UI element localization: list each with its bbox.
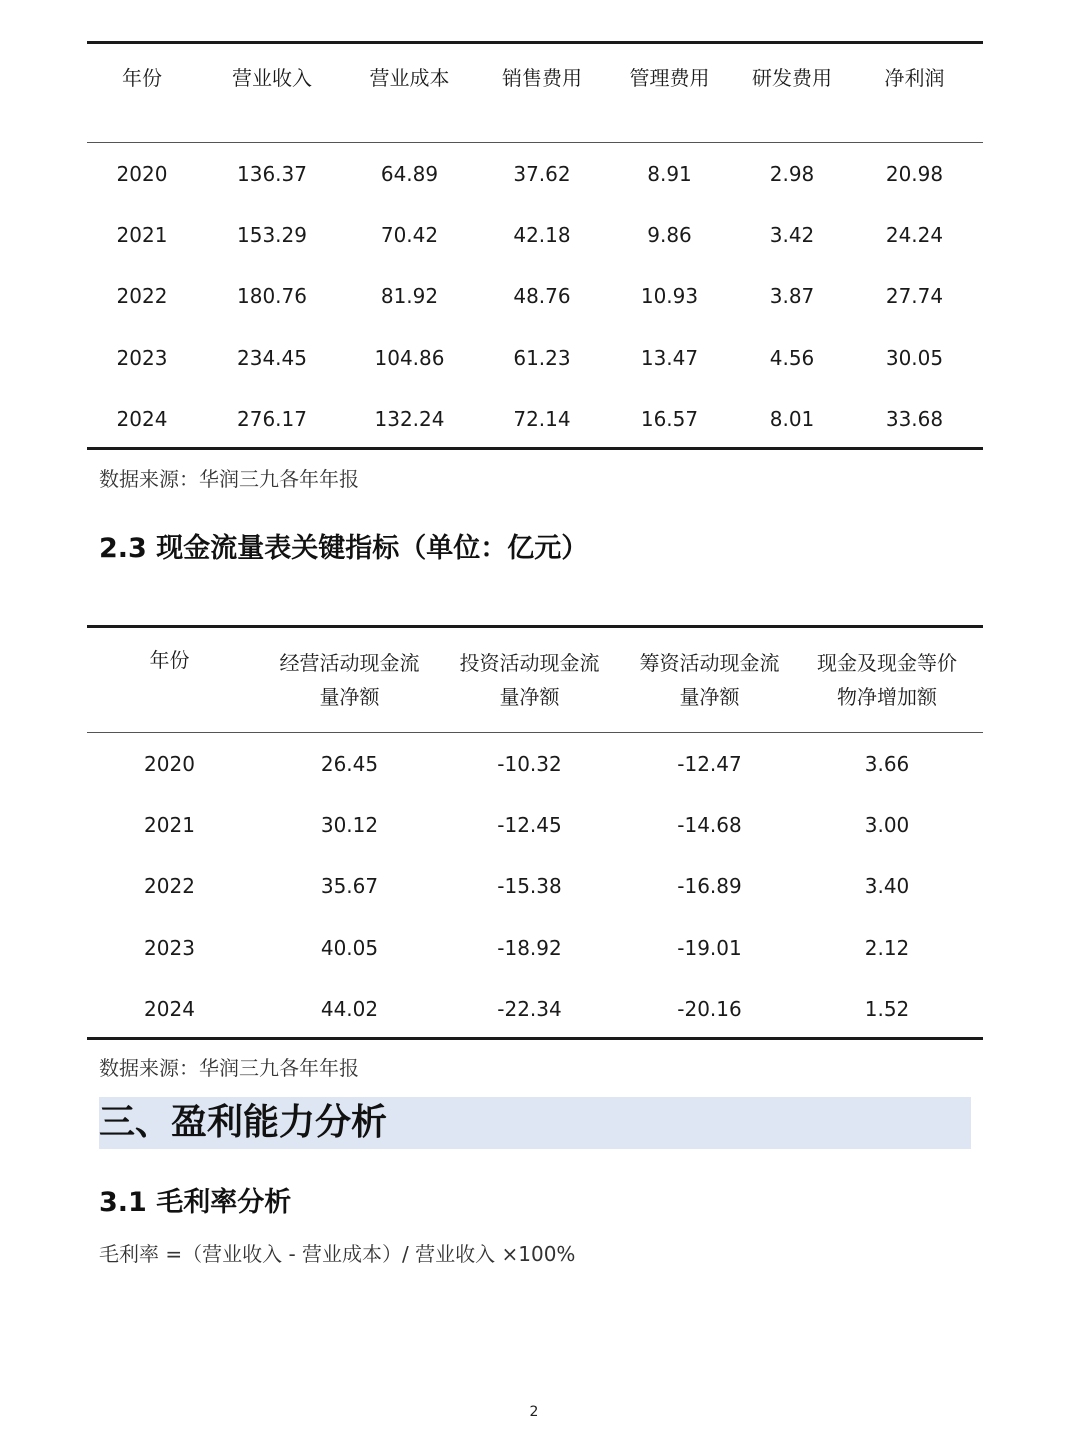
table-cell: 26.45 [320, 751, 379, 776]
table-row [87, 856, 983, 917]
table-cell: -15.38 [497, 874, 562, 899]
section-heading: 2.3 现金流量表关键指标（单位：亿元） [99, 533, 589, 564]
table-row [87, 979, 983, 1040]
header-cell: 管理费用 [629, 66, 710, 90]
table-cell: 8.91 [647, 161, 692, 186]
table-cell: 37.62 [513, 161, 571, 186]
table-cell: 4.56 [769, 345, 815, 370]
data-source-note: 数据来源：华润三九各年年报 [99, 1056, 359, 1080]
table-cell: 3.66 [864, 751, 910, 776]
table-cell: 153.29 [237, 223, 307, 248]
header-cell: 经营活动现金流 量净额 [279, 651, 420, 709]
table-cell: 64.89 [380, 161, 439, 186]
table-cell: 42.18 [513, 223, 571, 248]
table-cell: 2020 [116, 161, 168, 186]
table-row [87, 143, 983, 204]
table-cell: 30.05 [885, 345, 944, 370]
table-cell: -14.68 [677, 813, 742, 838]
table-cell: -10.32 [497, 751, 562, 776]
table-cell: -18.92 [497, 935, 562, 960]
table-cell: 2023 [144, 935, 195, 960]
table-row [87, 204, 983, 265]
table-cell: 72.14 [513, 407, 571, 432]
table-cell: 27.74 [885, 284, 944, 309]
table-cell: 10.93 [640, 284, 699, 309]
table-cell: -20.16 [677, 997, 742, 1022]
table-cell: 104.86 [374, 345, 445, 370]
table-row [87, 917, 983, 978]
header-cell: 营业成本 [369, 66, 450, 90]
table-cell: 2024 [144, 997, 195, 1022]
table-cell: 61.23 [513, 345, 571, 370]
header-cell: 研发费用 [752, 66, 832, 90]
table-cell: -22.34 [497, 997, 562, 1022]
header-cell: 销售费用 [502, 66, 582, 90]
table-header-row [87, 44, 983, 143]
table-cell: 48.76 [513, 284, 571, 309]
header-cell: 筹资活动现金流 量净额 [639, 651, 780, 709]
table-cell: 2021 [116, 223, 168, 248]
data-source-note: 数据来源：华润三九各年年报 [99, 467, 359, 491]
table-cell: 234.45 [237, 345, 307, 370]
table-cell: 9.86 [647, 223, 692, 248]
page-number: 2 [529, 1404, 539, 1420]
table-cell: 2022 [144, 874, 195, 899]
table-cell: 30.12 [320, 813, 379, 838]
table-cell: -12.45 [497, 813, 562, 838]
header-cell: 年份 [122, 66, 162, 90]
table-cell: 2024 [116, 407, 168, 432]
table-cell: 70.42 [380, 223, 439, 248]
table-cell: 3.40 [864, 874, 910, 899]
header-cell: 投资活动现金流 量净额 [459, 651, 600, 709]
table-cell: 3.00 [864, 813, 910, 838]
table-body [87, 733, 983, 1040]
table-cell: 3.87 [769, 284, 815, 309]
table-cell: 132.24 [374, 407, 445, 432]
table-cell: 3.42 [769, 223, 815, 248]
table-row [87, 733, 983, 794]
table-cell: -12.47 [677, 751, 742, 776]
section-heading: 3.1 毛利率分析 [99, 1187, 292, 1218]
table-cell: 2020 [144, 751, 195, 776]
header-cell: 现金及现金等价 物净增加额 [817, 651, 957, 709]
table-cell: 136.37 [237, 161, 307, 186]
table-cell: -19.01 [677, 935, 742, 960]
table-body [87, 143, 983, 450]
header-cell: 营业收入 [232, 66, 312, 90]
table-cell: 2023 [116, 345, 168, 370]
table-cell: 81.92 [380, 284, 439, 309]
table-cell: 2022 [116, 284, 168, 309]
table-cell: 40.05 [320, 935, 379, 960]
gross-margin-formula: 毛利率 =（营业收入 - 营业成本）/ 营业收入 ×100% [99, 1242, 576, 1266]
table-row [87, 327, 983, 388]
table-cell: 276.17 [237, 407, 307, 432]
table-cell: 2.12 [864, 935, 910, 960]
table-row [87, 389, 983, 450]
table-cell: 24.24 [885, 223, 944, 248]
table-cell: 20.98 [885, 161, 944, 186]
cash-flow-table [87, 625, 983, 1040]
table-cell: 33.68 [885, 407, 944, 432]
table-cell: 8.01 [769, 407, 815, 432]
table-cell: 1.52 [864, 997, 910, 1022]
table-row [87, 266, 983, 327]
header-cell: 年份 [149, 648, 190, 672]
chapter-title: 三、盈利能力分析 [99, 1102, 388, 1143]
table-cell: 44.02 [320, 997, 379, 1022]
table-cell: 2.98 [769, 161, 815, 186]
table-cell: 180.76 [237, 284, 307, 309]
income-statement-table [87, 41, 983, 450]
table-cell: 35.67 [320, 874, 379, 899]
table-header-row [87, 628, 983, 733]
table-cell: 2021 [144, 813, 195, 838]
chapter-heading-bar [99, 1097, 971, 1149]
header-cell: 净利润 [884, 66, 945, 90]
table-row [87, 794, 983, 855]
table-cell: 13.47 [640, 345, 699, 370]
table-cell: 16.57 [640, 407, 699, 432]
table-cell: -16.89 [677, 874, 742, 899]
